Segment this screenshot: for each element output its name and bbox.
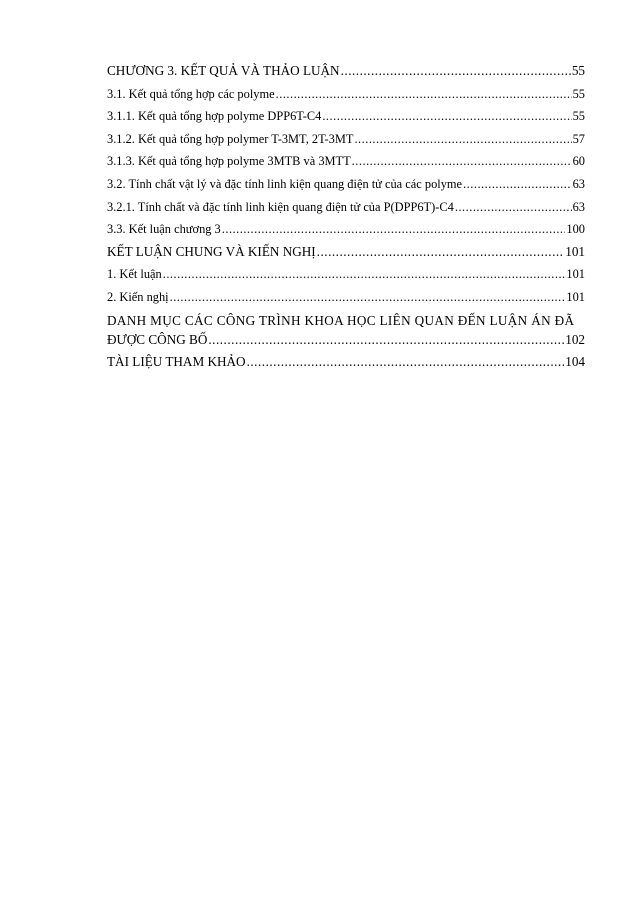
toc-entry-title: KẾT LUẬN CHUNG VÀ KIẾN NGHỊ [107,243,316,259]
toc-entry-title-line2: ĐƯỢC CÔNG BỐ [107,331,208,347]
toc-page-number: 101 [565,243,585,259]
toc-entry-3-1-1[interactable] [107,105,585,128]
toc-entry-3-3[interactable] [107,218,585,241]
toc-entry-chapter-3[interactable] [107,60,585,83]
toc-entry-conclusion-1[interactable] [107,263,585,286]
toc-page-number: 100 [566,222,585,237]
toc-entry-title: 3.1.1. Kết quả tổng hợp polyme DPP6T-C4 [107,109,322,124]
toc-dot-leader [463,173,572,196]
toc-entry-title: 3.3. Kết luận chương 3 [107,222,221,237]
toc-entry-publications[interactable] [107,311,585,349]
toc-entry-title: 3.1.3. Kết quả tổng hợp polyme 3MTB và 3MTT [107,154,351,169]
toc-entry-recommendation-2[interactable] [107,286,585,309]
table-of-contents [107,60,585,373]
toc-entry-title: 3.2.1. Tính chất và đặc tính linh kiện quang điện tử của P(DPP6T)-C4 [107,199,454,214]
toc-dot-leader [276,83,572,106]
toc-dot-leader [170,286,566,309]
toc-dot-leader [163,263,566,286]
toc-page-number: 101 [566,289,585,304]
toc-page-number: 104 [565,353,585,369]
toc-dot-leader [322,105,571,128]
toc-entry-title: 3.1.2. Kết quả tổng hợp polymer T-3MT, 2T-3MT [107,131,354,146]
toc-entry-title: 1. Kết luận [107,267,162,282]
toc-page-number: 60 [572,154,585,169]
toc-page-number: 63 [572,176,585,191]
toc-page-number: 101 [566,267,585,282]
toc-page-number: 55 [572,86,585,101]
toc-dot-leader [317,241,565,264]
toc-entry-conclusions[interactable] [107,241,585,264]
toc-entry-title: 3.1. Kết quả tổng hợp các polyme [107,86,275,101]
toc-dot-leader [208,330,564,349]
toc-page-number: 102 [565,331,585,347]
toc-entry-references[interactable] [107,351,585,374]
toc-entry-title-line2-row [107,330,585,349]
toc-page-number: 57 [572,131,585,146]
toc-entry-title-line1: DANH MỤC CÁC CÔNG TRÌNH KHOA HỌC LIÊN QUAN ĐẾN LUẬN ÁN ĐÃ [107,312,575,328]
toc-page-number: 63 [572,199,585,214]
toc-dot-leader [341,60,571,83]
toc-dot-leader [352,150,572,173]
toc-entry-3-1-2[interactable] [107,128,585,151]
toc-page-number: 55 [571,63,585,78]
toc-entry-3-1[interactable] [107,83,585,106]
toc-dot-leader [354,128,571,151]
toc-entry-title: TÀI LIỆU THAM KHẢO [107,353,246,369]
toc-entry-3-1-3[interactable] [107,150,585,173]
toc-page-number: 55 [572,109,585,124]
toc-dot-leader [222,218,566,241]
toc-dot-leader [247,351,565,374]
toc-entry-title: 2. Kiến nghị [107,289,169,304]
toc-entry-3-2[interactable] [107,173,585,196]
toc-entry-3-2-1[interactable] [107,196,585,219]
toc-entry-title: 3.2. Tính chất vật lý và đặc tính linh kiện quang điện tử của các polyme [107,176,463,191]
toc-entry-title: CHƯƠNG 3. KẾT QUẢ VÀ THẢO LUẬN [107,63,340,78]
toc-dot-leader [455,196,572,219]
